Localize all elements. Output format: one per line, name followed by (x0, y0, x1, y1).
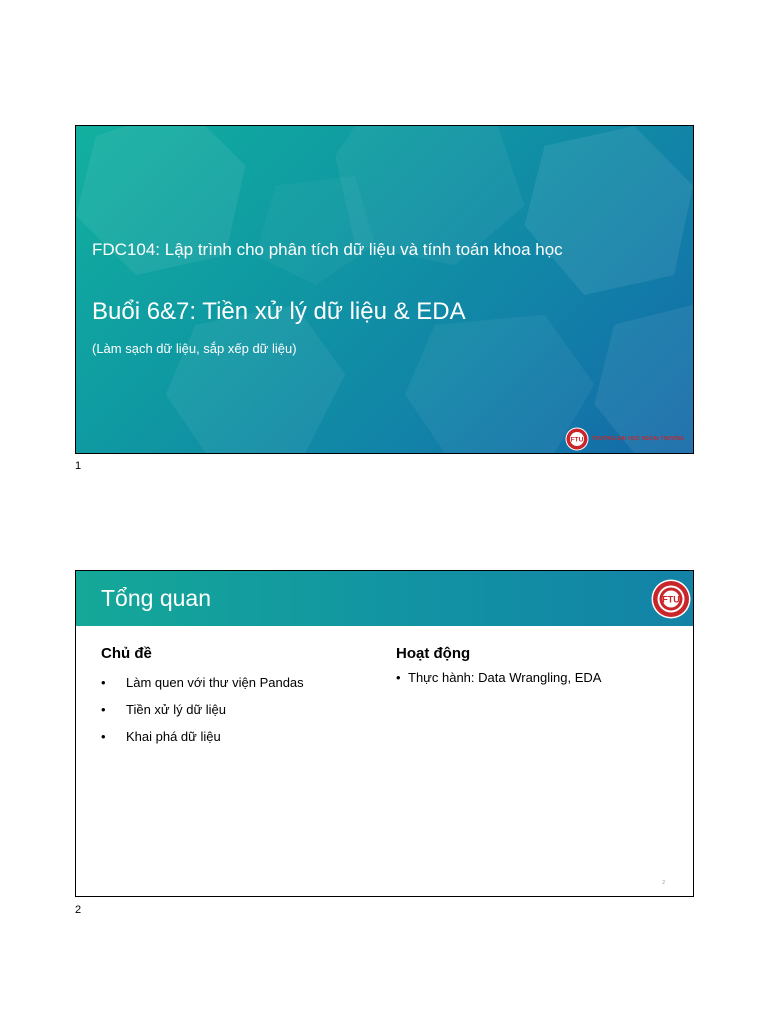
logo-text: TRƯỜNG ĐẠI HỌC NGOẠI THƯƠNG (592, 436, 685, 442)
bullet-icon: • (101, 729, 106, 744)
hexagon-background (76, 126, 693, 453)
page-number: 2 (75, 904, 82, 916)
list-item-text: Làm quen với thư viện Pandas (126, 675, 304, 690)
slide-title: Buổi 6&7: Tiền xử lý dữ liệu & EDA (92, 298, 466, 325)
list-item-text: Thực hành: Data Wrangling, EDA (408, 670, 602, 685)
logo-seal-icon (565, 427, 589, 451)
activities-heading: Hoạt động (396, 645, 471, 662)
bullet-icon: • (101, 675, 106, 690)
topics-list (101, 675, 304, 756)
activities-list (396, 670, 601, 694)
logo-mark: FTU (662, 594, 680, 605)
slide-header (76, 571, 693, 626)
list-item (101, 702, 304, 729)
page-number: 1 (75, 460, 82, 472)
list-item (101, 675, 304, 702)
logo-mark: FTU (570, 436, 584, 444)
course-name: FDC104: Lập trình cho phân tích dữ liệu và tính toán khoa học (92, 240, 563, 259)
university-logo (565, 427, 684, 451)
slide-number: 2 (662, 880, 665, 886)
bullet-icon: • (101, 702, 106, 717)
slide-subtitle: (Làm sạch dữ liệu, sắp xếp dữ liệu) (92, 341, 297, 356)
title-slide (75, 125, 694, 454)
topics-heading: Chủ đề (101, 645, 152, 662)
slide-title: Tổng quan (101, 585, 211, 611)
list-item (396, 670, 601, 694)
list-item-text: Khai phá dữ liệu (126, 729, 221, 744)
list-item (101, 729, 304, 756)
list-item-text: Tiền xử lý dữ liệu (126, 702, 227, 717)
overview-slide (75, 570, 694, 897)
bullet-icon: • (396, 670, 401, 685)
logo-seal-icon (651, 579, 691, 619)
